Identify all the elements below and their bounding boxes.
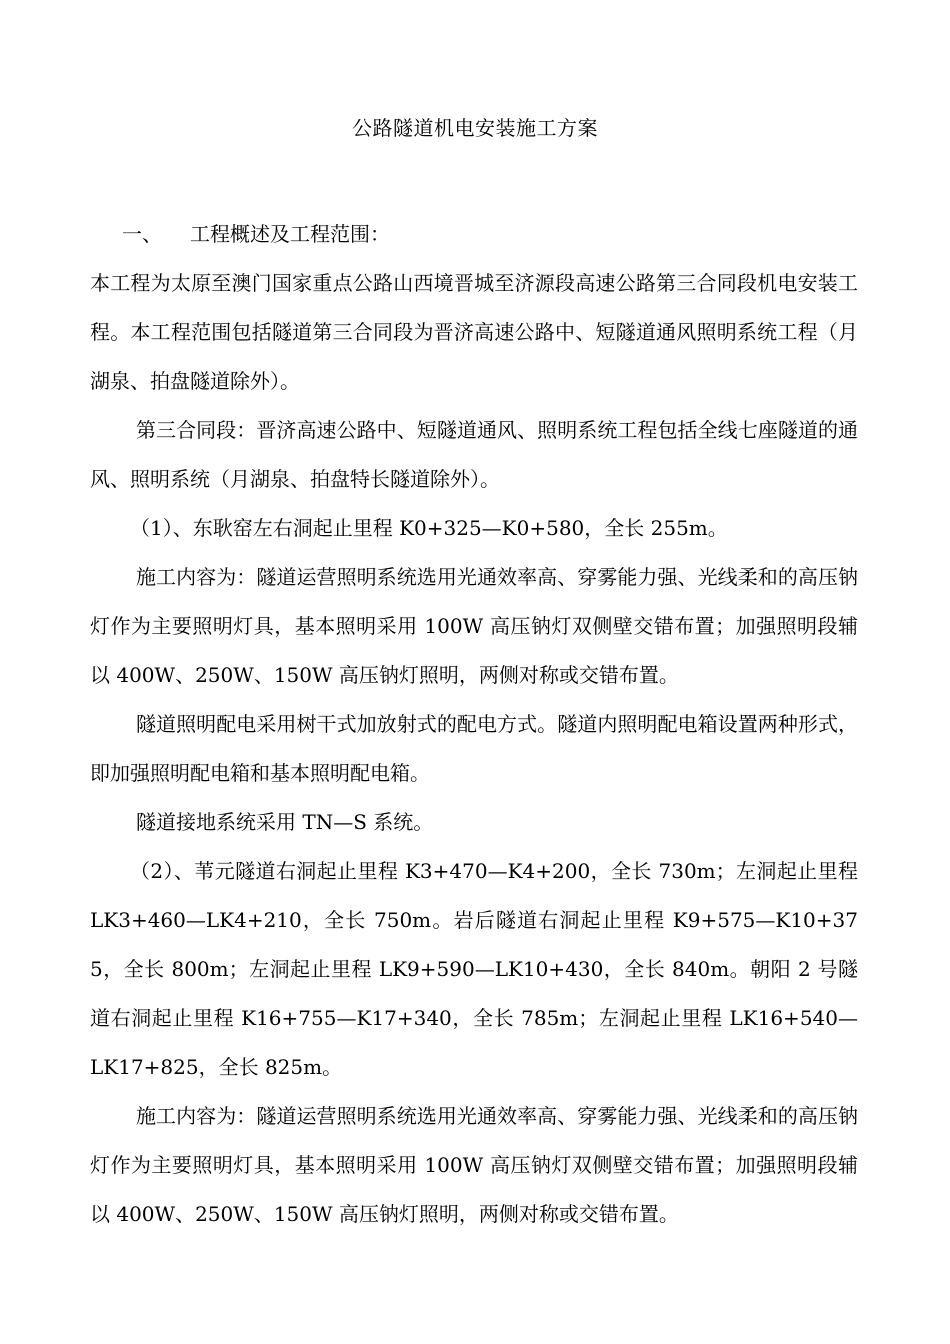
paragraph-grounding-system: 隧道接地系统采用 TN—S 系统。 [136,810,434,834]
paragraph-item-1: （1）、东耿窑左右洞起止里程 K0+325—K0+580，全长 255m。 [130,516,728,540]
section-heading [90,210,858,259]
paragraph-project-overview: 本工程为太原至澳门国家重点公路山西境晋城至济源段高速公路第三合同段机电安装工程。本工程范围包括隧道第三合同段为晋济高速公路中、短隧道通风照明系统工程（月湖泉、拍盘隧道除外）。 [90,271,858,393]
document-title: 公路隧道机电安装施工方案 [352,116,598,140]
paragraph-item-2: （2）、苇元隧道右洞起止里程 K3+470—K4+200，全长 730m；左洞起止里程 LK3+460—LK4+210，全长 750m。岩后隧道右洞起止里程 K9+575—K10+375，全长 800m；左洞起止里程 LK9+590—LK10+430，全长 840m。朝阳 2 号隧道右洞起止里程 K16+755—K17+340，全长 785m；左洞起止里程 LK16+540—LK17+825，全长 825m。 [90,859,858,1079]
section-heading-text: 工程概述及工程范围： [190,222,390,246]
paragraph-construction-content-2: 施工内容为：隧道运营照明系统选用光通效率高、穿雾能力强、光线柔和的高压钠灯作为主要照明灯具，基本照明采用 100W 高压钠灯双侧壁交错布置；加强照明段辅以 400W、250W、150W 高压钠灯照明，两侧对称或交错布置。 [90,1104,858,1226]
paragraph-construction-content: 施工内容为：隧道运营照明系统选用光通效率高、穿雾能力强、光线柔和的高压钠灯作为主要照明灯具，基本照明采用 100W 高压钠灯双侧壁交错布置；加强照明段辅以 400W、250W、150W 高压钠灯照明，两侧对称或交错布置。 [90,565,858,687]
paragraph-power-distribution: 隧道照明配电采用树干式加放射式的配电方式。隧道内照明配电箱设置两种形式，即加强照明配电箱和基本照明配电箱。 [90,712,858,785]
section-number: 一、 [122,222,162,246]
document-body [90,210,858,1239]
paragraph-contract-section: 第三合同段：晋济高速公路中、短隧道通风、照明系统工程包括全线七座隧道的通风、照明系统（月湖泉、拍盘特长隧道除外）。 [90,418,858,491]
